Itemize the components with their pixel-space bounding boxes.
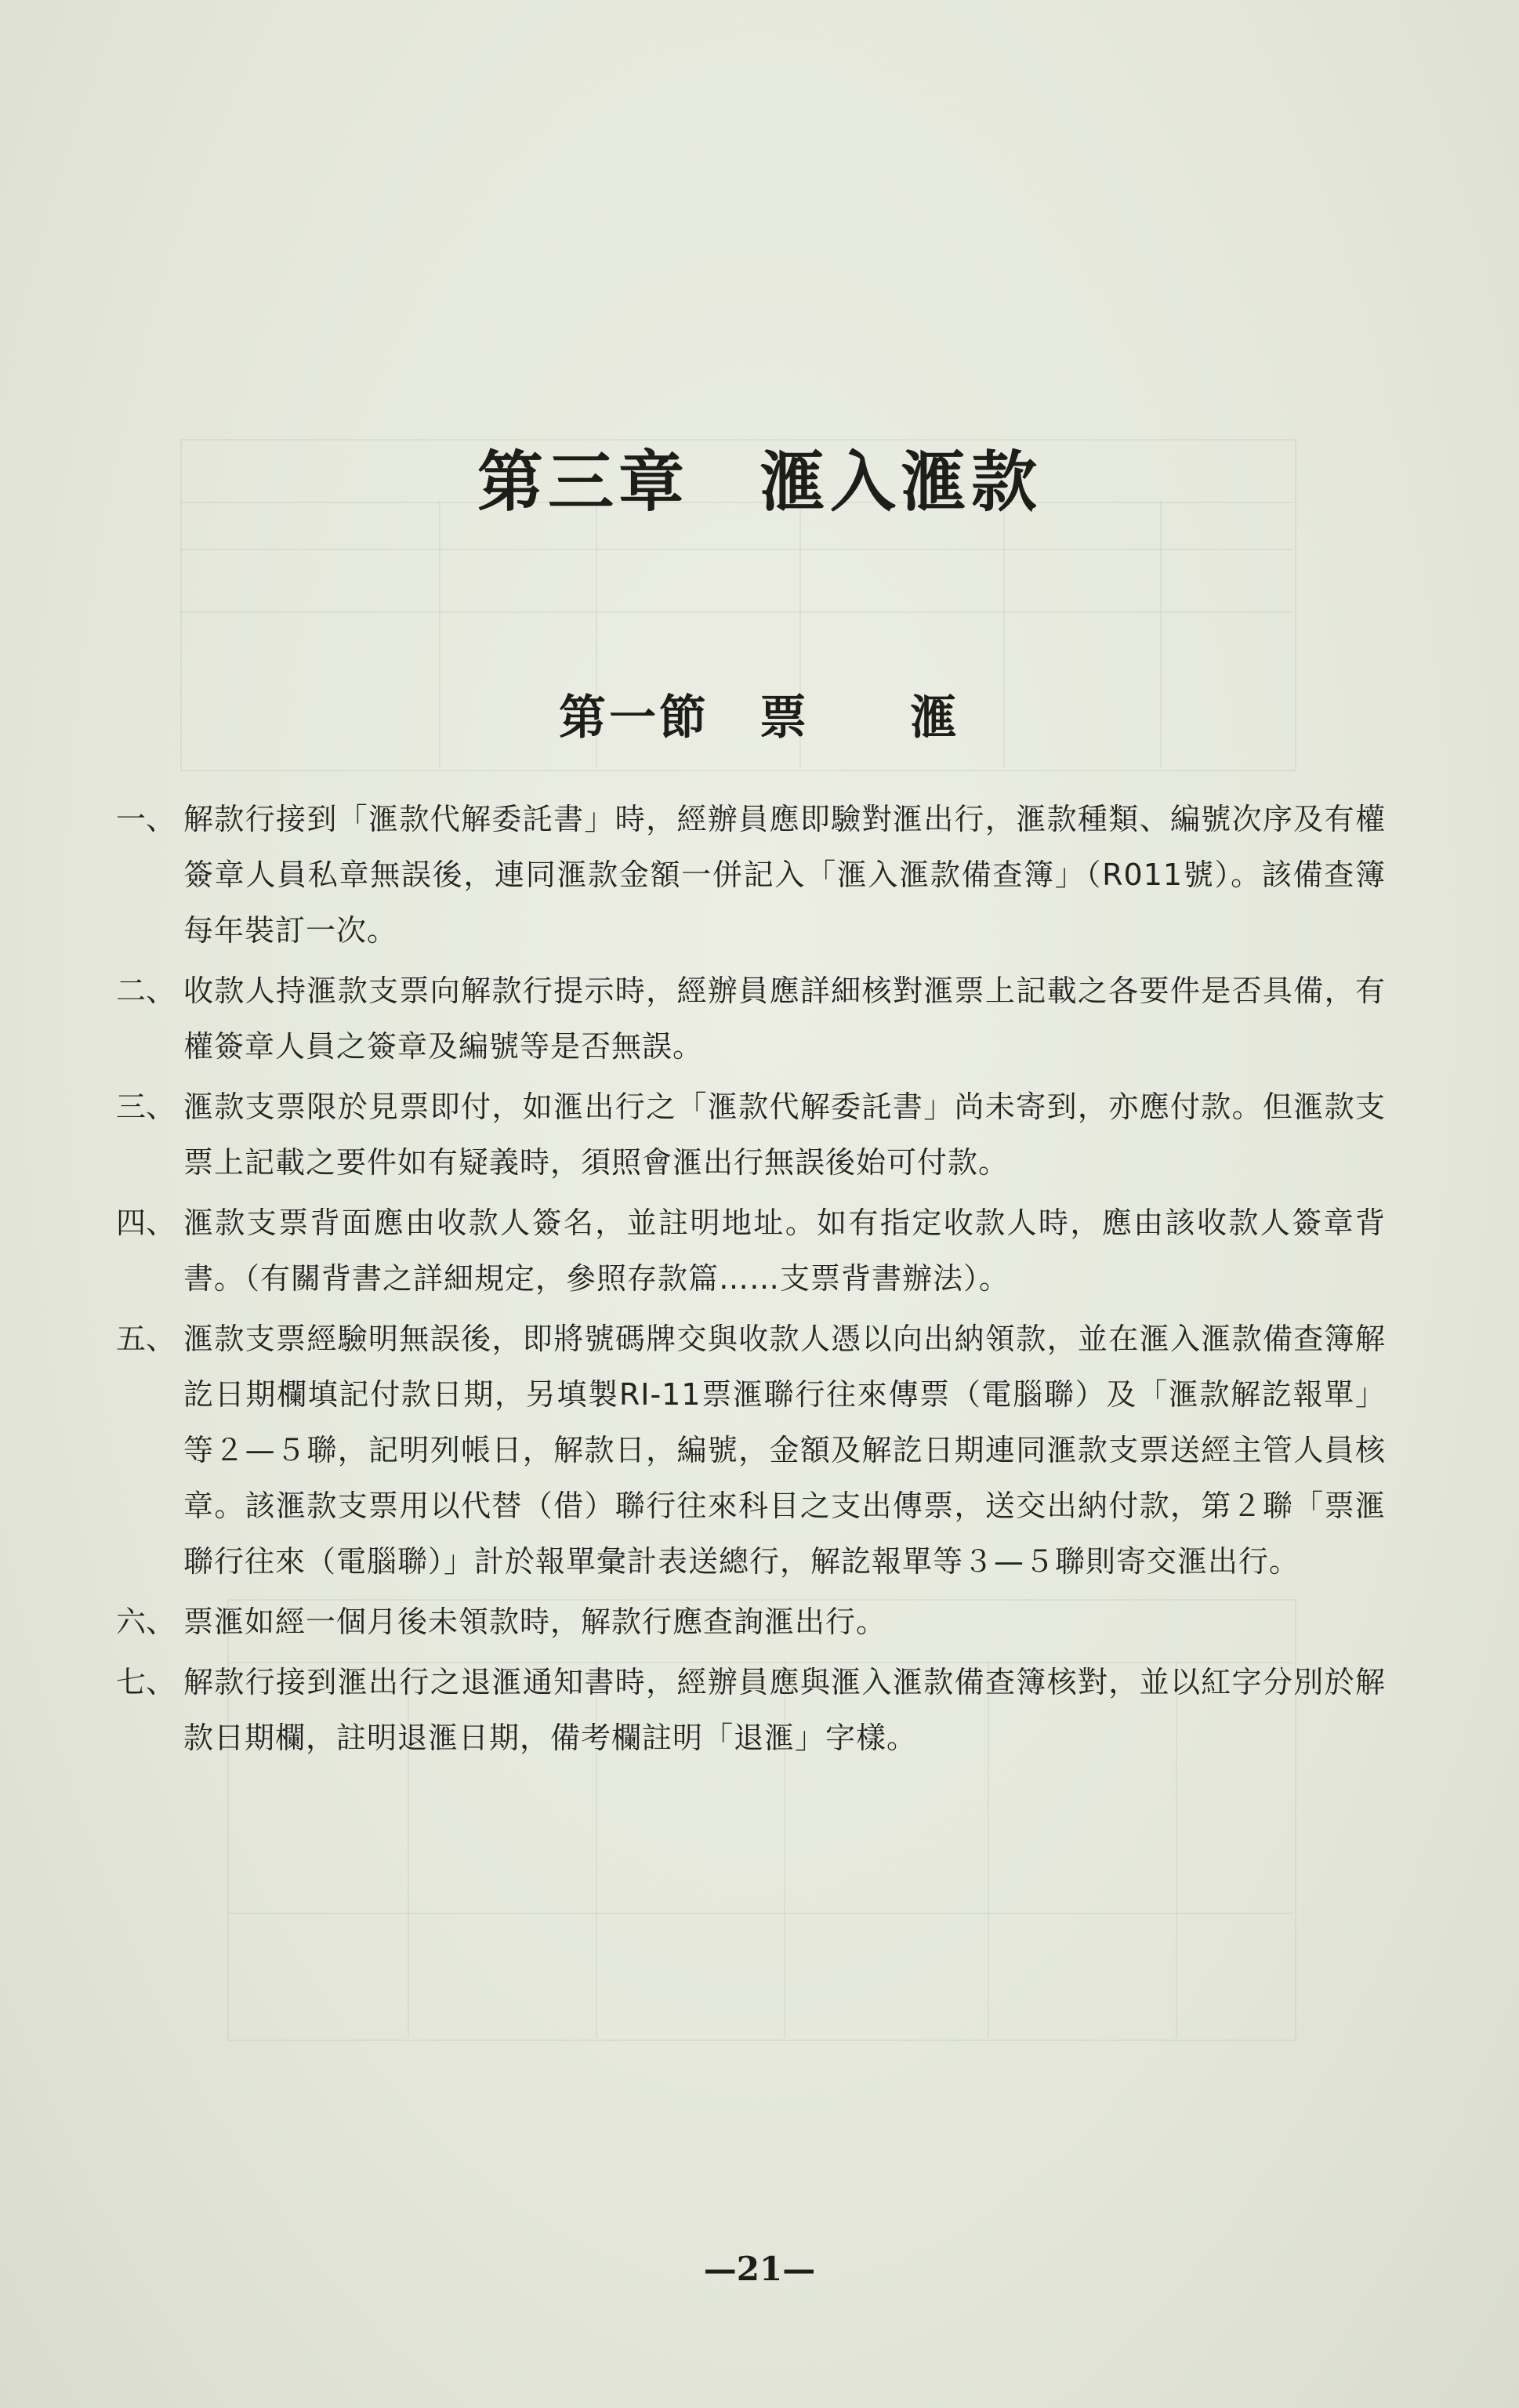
item-text: 滙款支票背面應由收款人簽名，並註明地址。如有指定收款人時，應由該收款人簽章背書。（有關背書之詳細規定，參照存款篇……支票背書辦法）。 <box>183 1206 1386 1296</box>
section-body <box>116 792 1386 1771</box>
item-number: 五、 <box>116 1322 176 1356</box>
item-text: 滙款支票經驗明無誤後，即將號碼牌交與收款人憑以向出納領款，並在滙入滙款備查簿解訖日期欄填記付款日期，另填製RI-11票滙聯行往來傳票（電腦聯）及「滙款解訖報單」等２—５聯，記明列帳日，解款日，編號，金額及解訖日期連同滙款支票送經主管人員核章。該滙款支票用以代替（借）聯行往來科目之支出傳票，送交出納付款，第２聯「票滙聯行往來（電腦聯）」計於報單彙計表送總行，解訖報單等３—５聯則寄交滙出行。 <box>183 1322 1386 1579</box>
item-text: 解款行接到「滙款代解委託書」時，經辦員應即驗對滙出行，滙款種類、編號次序及有權簽章人員私章無誤後，連同滙款金額一併記入「滙入滙款備查簿」（R011號）。該備查簿每年裝訂一次。 <box>183 802 1387 948</box>
bleed-through-line <box>180 549 1293 550</box>
item-number: 七、 <box>116 1665 176 1699</box>
bleed-through-line <box>180 611 1293 613</box>
item-number: 六、 <box>116 1605 176 1639</box>
bleed-through-line <box>227 1913 1293 1914</box>
item-text: 滙款支票限於見票即付，如滙出行之「滙款代解委託書」尚未寄到，亦應付款。但滙款支票上記載之要件如有疑義時，須照會滙出行無誤後始可付款。 <box>183 1090 1386 1180</box>
page-number: —21— <box>703 2250 816 2288</box>
item-number: 一、 <box>116 802 176 836</box>
item-text: 解款行接到滙出行之退滙通知書時，經辦員應與滙入滙款備查簿核對，並以紅字分別於解款日期欄，註明退滙日期，備考欄註明「退滙」字樣。 <box>183 1665 1386 1755</box>
item-number: 三、 <box>116 1090 176 1124</box>
item-number: 四、 <box>116 1206 176 1240</box>
section-title: 第一節 票 滙 <box>559 691 960 745</box>
list-item <box>116 792 1386 959</box>
list-item <box>116 1655 1386 1766</box>
item-text: 票滙如經一個月後未領款時，解款行應查詢滙出行。 <box>183 1605 887 1639</box>
list-item <box>116 1311 1386 1590</box>
list-item <box>116 963 1386 1075</box>
chapter-title: 第三章 滙入滙款 <box>477 443 1042 520</box>
item-number: 二、 <box>116 974 176 1008</box>
list-item <box>116 1195 1386 1307</box>
item-text: 收款人持滙款支票向解款行提示時，經辦員應詳細核對滙票上記載之各要件是否具備，有權簽章人員之簽章及編號等是否無誤。 <box>183 974 1386 1064</box>
list-item <box>116 1079 1386 1191</box>
list-item <box>116 1594 1386 1650</box>
